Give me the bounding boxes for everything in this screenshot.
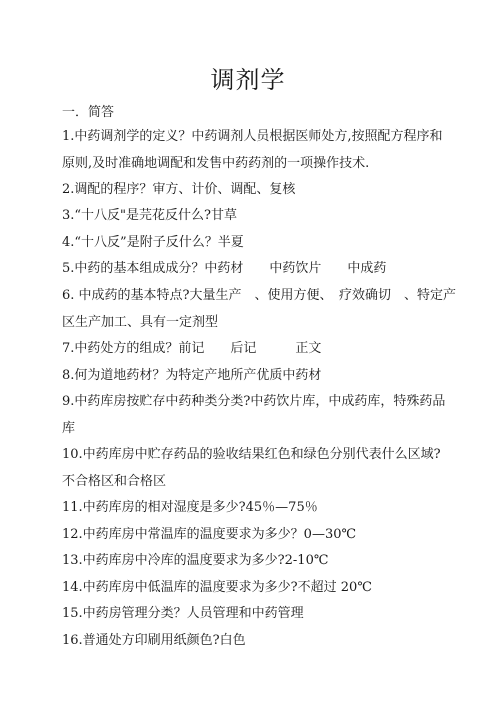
qa-item-2 xyxy=(62,180,438,200)
qa-line: 2.调配的程序？审方、计价、调配、复核 xyxy=(62,182,296,197)
qa-item-12 xyxy=(62,525,438,545)
qa-item-9 xyxy=(62,392,446,439)
qa-item-10 xyxy=(62,445,441,492)
qa-line: 10.中药库房中贮存药品的验收结果红色和绿色分别代表什么区域? xyxy=(62,447,441,462)
qa-item-11 xyxy=(62,498,438,518)
qa-line: 7.中药处方的组成？前记 后记 正文 xyxy=(62,341,322,356)
qa-line: 13.中药库房中冷库的温度要求为多少?2-10℃ xyxy=(62,553,329,568)
qa-line: 15.中药房管理分类？人员管理和中药管理 xyxy=(62,606,304,621)
qa-item-8 xyxy=(62,366,438,386)
qa-line: 16.普通处方印刷用纸颜色?白色 xyxy=(62,633,246,648)
qa-item-6 xyxy=(62,286,457,333)
qa-line: 5.中药的基本组成成分？中药材 中药饮片 中成药 xyxy=(62,261,387,276)
qa-item-4 xyxy=(62,233,438,253)
qa-line: 库 xyxy=(62,421,76,436)
qa-item-15 xyxy=(62,604,438,624)
qa-line: 6. 中成药的基本特点?大量生产 、使用方便、 疗效确切 、特定产 xyxy=(62,288,457,303)
qa-item-16 xyxy=(62,631,438,651)
qa-line: 3.“十八反"是芫花反什么?甘草 xyxy=(62,208,237,223)
qa-item-14 xyxy=(62,578,438,598)
qa-line: 9.中药库房按贮存中药种类分类?中药饮片库，中成药库，特殊药品 xyxy=(62,394,446,409)
qa-item-1 xyxy=(62,127,443,174)
qa-item-13 xyxy=(62,551,438,571)
qa-line: 12.中药库房中常温库的温度要求为多少？0—30℃ xyxy=(62,527,357,542)
qa-line: 1.中药调剂学的定义？中药调剂人员根据医师处方,按照配方程序和 xyxy=(62,129,443,144)
qa-line: 11.中药库房的相对湿度是多少?45％—75％ xyxy=(62,500,318,515)
document-title: 调剂学 xyxy=(210,66,286,94)
qa-line: 不合格区和合格区 xyxy=(62,474,167,489)
qa-line: 14.中药库房中低温库的温度要求为多少?不超过 20℃ xyxy=(62,580,372,595)
section-heading: 一．简答 xyxy=(62,105,115,120)
qa-line: 8.何为道地药材？为特定产地所产优质中药材 xyxy=(62,368,322,383)
qa-item-5 xyxy=(62,259,438,279)
qa-line: 区生产加工、具有一定剂型 xyxy=(62,315,219,330)
qa-item-7 xyxy=(62,339,438,359)
qa-line: 原则,及时准确地调配和发售中药药剂的一项操作技术. xyxy=(62,156,370,171)
qa-item-3 xyxy=(62,206,438,226)
qa-line: 4.“十八反”是附子反什么？半夏 xyxy=(62,235,244,250)
